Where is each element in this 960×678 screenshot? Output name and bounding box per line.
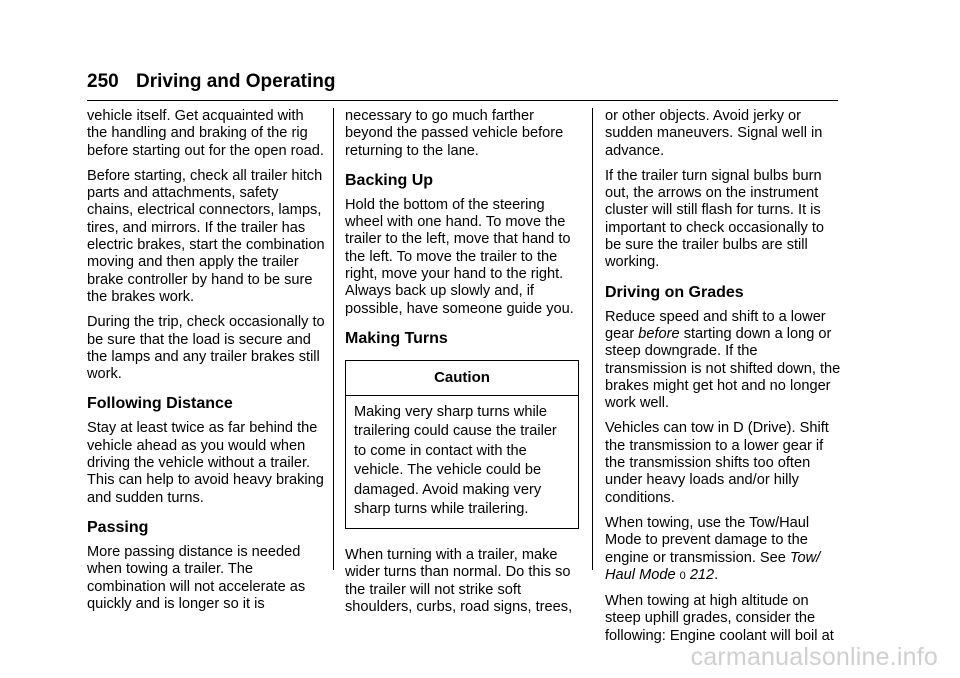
heading-backing-up: Backing Up [345, 171, 434, 189]
column-divider [592, 108, 593, 570]
section-title: Driving and Operating [135, 71, 336, 92]
column-divider [333, 108, 334, 570]
paragraph: Hold the bottom of the steering wheel with one hand. To move the trailer to the left, move that hand to the left. To move the trailer to the right, move your hand to the right. Always back up slowly and, if possible, have someone guide you. [345, 196, 574, 317]
watermark: carmanualsonline.info [690, 643, 938, 671]
paragraph: When towing at high altitude on steep uphill grades, consider the following: Engine coolant will boil at [605, 593, 834, 644]
paragraph: During the trip, check occasionally to be sure that the load is secure and the lamps and any trailer brakes still work. [87, 314, 325, 383]
paragraph: or other objects. Avoid jerky or sudden maneuvers. Signal well in advance. [605, 108, 823, 159]
paragraph: If the trailer turn signal bulbs burn out, the arrows on the instrument cluster will still flash for turns. It is important to check occasionally to be sure the trailer bulbs are still working. [605, 167, 825, 271]
paragraph: More passing distance is needed when towing a trailer. The combination will not accelerate as quickly and is longer so it is [87, 543, 306, 612]
column-1 [87, 108, 325, 621]
tow-haul-mode-link[interactable]: Tow/ Haul Mode [605, 549, 821, 583]
page-header [87, 72, 838, 101]
heading-making-turns: Making Turns [345, 329, 448, 347]
heading-passing: Passing [87, 518, 149, 536]
caution-body: Making very sharp turns while trailering could cause the trailer to come in contact with the vehicle. The vehicle could be damaged. Avoid making very sharp turns while trailering. [354, 403, 557, 518]
paragraph: When turning with a trailer, make wider turns than normal. Do this so the trailer will not strike soft shoulders, curbs, road signs, trees, [345, 546, 573, 615]
text-run: When towing, use the Tow/Haul Mode to prevent damage to the engine or transmission. See [605, 514, 810, 566]
paragraph: Before starting, check all trailer hitch parts and attachments, safety chains, electrical connectors, lamps, tires, and mirrors. If the trailer has electric brakes, start the combination moving and then apply the trailer brake controller by hand to be sure the brakes work. [87, 167, 325, 305]
paragraph [605, 515, 843, 585]
emphasis-text: before [638, 325, 680, 342]
text-run: . [714, 566, 719, 583]
caution-title: Caution [346, 361, 578, 396]
text-run: starting down a long or steep downgrade. If the transmission is not shifted down, the brakes might get hot and no longer work well. [605, 325, 841, 412]
text-run: Reduce speed and shift to a lower gear [605, 308, 826, 342]
caution-box [345, 360, 579, 529]
page-number: 250 [87, 71, 119, 92]
page-reference[interactable]: 212 [685, 566, 715, 583]
page-reference-icon: 0 [679, 569, 686, 582]
paragraph: vehicle itself. Get acquainted with the handling and braking of the rig before starting out for the open road. [87, 108, 324, 159]
column-2 [345, 108, 583, 624]
paragraph: Vehicles can tow in D (Drive). Shift the transmission to a lower gear if the transmission shifts too often under heavy loads and/or hilly conditions. [605, 420, 829, 506]
paragraph: necessary to go much farther beyond the passed vehicle before returning to the lane. [345, 108, 564, 159]
paragraph: Stay at least twice as far behind the vehicle ahead as you would when driving the vehicle without a trailer. This can help to avoid heavy braking and sudden turns. [87, 420, 324, 506]
heading-following-distance: Following Distance [87, 395, 233, 413]
heading-driving-on-grades: Driving on Grades [605, 283, 744, 301]
paragraph [605, 309, 843, 413]
column-3 [605, 108, 843, 653]
